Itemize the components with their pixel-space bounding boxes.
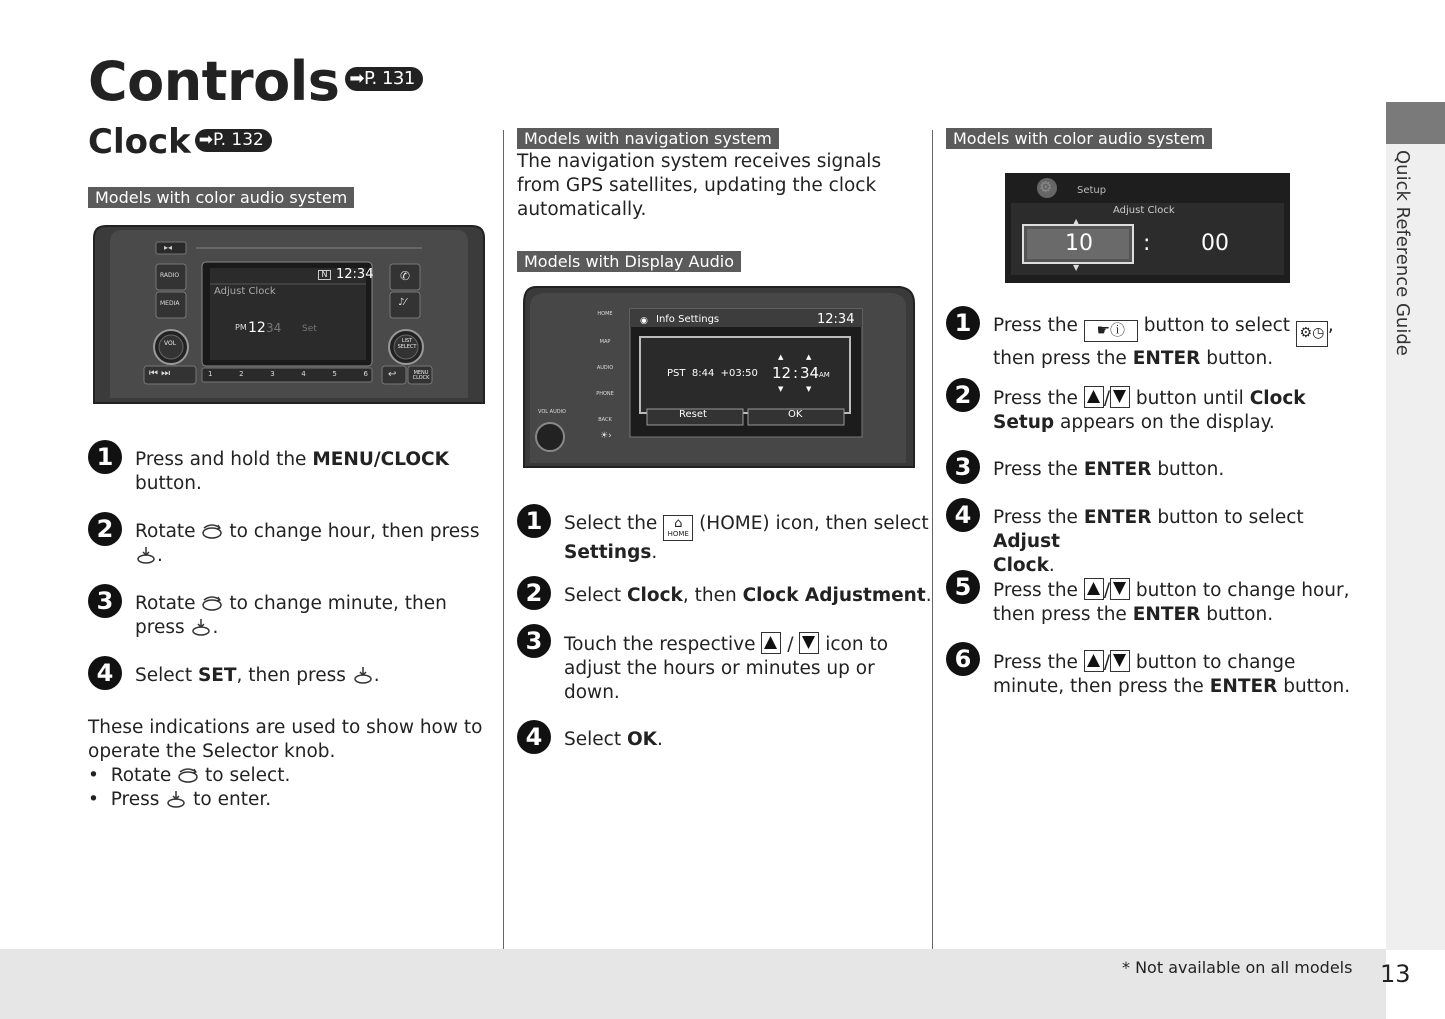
radio-minute: 34 — [266, 321, 282, 335]
step-number: 2 — [88, 512, 122, 546]
skip-buttons[interactable]: ⏮ ⏭ — [149, 368, 171, 379]
setup-minute: 00 — [1201, 231, 1229, 256]
step-number: 1 — [88, 440, 122, 474]
page-title-text: Controls — [88, 50, 340, 113]
preset-2[interactable]: 2 — [239, 370, 244, 378]
n-icon: N — [318, 270, 331, 280]
step-number: 4 — [517, 720, 551, 754]
step-number: 3 — [517, 624, 551, 658]
up-arrow-icon — [1084, 386, 1104, 408]
step-text-part: icon to — [819, 634, 889, 655]
step-text-part: / — [1103, 388, 1111, 409]
up-arrow-icon — [761, 632, 781, 654]
step-text-part: then press the — [993, 348, 1133, 369]
step-bold: Clock — [993, 555, 1049, 576]
section-ref-text: P. 132 — [212, 130, 264, 150]
bullet-text: to select. — [199, 765, 291, 786]
page-title — [88, 50, 423, 113]
menu-clock-button[interactable]: MENU CLOCK — [412, 370, 430, 381]
preset-5[interactable]: 5 — [332, 370, 337, 378]
arrow-right-icon: ➡ — [349, 68, 364, 90]
step-text-part: down. — [564, 682, 620, 703]
section-ref-link[interactable] — [195, 129, 272, 152]
down-arrow-icon — [1110, 578, 1130, 600]
step-text — [993, 506, 1373, 578]
step-number: 4 — [88, 656, 122, 690]
clock-settings-icon: ⚙◷ — [1296, 321, 1328, 347]
step-bold: Clock — [626, 585, 683, 606]
step-text-part: adjust the hours or minutes up or — [564, 658, 875, 679]
bullet-text: Rotate — [110, 765, 178, 786]
minute-up-icon[interactable]: ▲ — [806, 353, 812, 361]
rotate-knob-icon — [201, 594, 223, 612]
step-text-part: . — [157, 545, 163, 566]
model-tag: Models with navigation system — [517, 128, 779, 149]
up-arrow-icon — [1084, 578, 1104, 600]
step-text-part: / — [1103, 580, 1111, 601]
step-text-part: Press the — [993, 580, 1084, 601]
step-text-part: Press the — [993, 459, 1084, 480]
bullet-item — [88, 764, 290, 788]
page-ref-link[interactable] — [345, 67, 422, 91]
step-number: 3 — [946, 450, 980, 484]
rewind-icon[interactable]: ▸◂ — [164, 243, 173, 252]
sidebar-label[interactable]: Quick Reference Guide — [1392, 150, 1413, 356]
section-title — [88, 122, 272, 162]
step-text-part: button to change hour, — [1130, 580, 1350, 601]
phone-icon[interactable]: ✆ — [400, 269, 411, 283]
step-text-part: button to select — [1151, 507, 1304, 528]
setup-label: Adjust Clock — [1113, 205, 1175, 216]
setup-hour: 10 — [1065, 231, 1093, 256]
step-text — [993, 314, 1373, 371]
ok-button[interactable]: OK — [788, 409, 803, 420]
step-bold: SET — [197, 665, 237, 686]
da-screen-time: 12:34 — [817, 312, 855, 327]
step-text-part: Press the — [993, 507, 1084, 528]
down-arrow-icon — [1110, 386, 1130, 408]
model-tag: Models with Display Audio — [517, 251, 741, 272]
da-hour: 12 — [772, 364, 792, 382]
hour-down-icon[interactable]: ▼ — [778, 385, 784, 393]
step-text-part: Press the — [993, 315, 1084, 336]
step-text-part: , — [1327, 315, 1334, 336]
step-bold: ENTER — [1132, 348, 1201, 369]
step-text-part: . — [1048, 555, 1055, 576]
radio-set: Set — [302, 324, 317, 334]
step-text-part: / — [781, 634, 800, 655]
phone-side-button[interactable]: PHONE — [596, 391, 614, 397]
preset-6[interactable]: 6 — [363, 370, 368, 378]
setup-colon: : — [1143, 231, 1151, 256]
reset-button[interactable]: Reset — [679, 409, 707, 420]
arrow-right-icon: ➡ — [198, 130, 213, 150]
preset-4[interactable]: 4 — [301, 370, 306, 378]
step-bold: ENTER — [1083, 459, 1152, 480]
vol-knob[interactable]: VOL — [164, 340, 177, 347]
da-minute: 34 — [800, 364, 820, 382]
step-text-part: . — [373, 665, 380, 686]
step-text-part: . — [212, 617, 219, 638]
list-select-knob[interactable]: LIST SELECT — [397, 338, 417, 350]
da-pst-time: PST 8:44 +03:50 — [667, 368, 758, 379]
step-text-part: Select the — [564, 513, 664, 534]
step-text — [135, 592, 495, 640]
step-number: 6 — [946, 642, 980, 676]
down-arrow-icon — [1110, 650, 1130, 672]
step-bold: Clock — [1249, 388, 1306, 409]
step-text-part: button to change — [1130, 652, 1296, 673]
step-text-part: button. — [1200, 604, 1274, 625]
step-bold: ENTER — [1132, 604, 1201, 625]
model-tag: Models with color audio system — [88, 187, 354, 208]
sidebar-tab-marker[interactable] — [1386, 102, 1445, 144]
step-text — [993, 386, 1373, 435]
bullet-dot: • — [88, 789, 99, 810]
map-side-button[interactable]: MAP — [599, 339, 611, 345]
step-text-part: / — [1103, 652, 1111, 673]
model-tag: Models with color audio system — [946, 128, 1212, 149]
step-text-part: appears on the display. — [1054, 412, 1275, 433]
column-divider — [503, 130, 504, 949]
page-ref-text: P. 131 — [363, 68, 415, 90]
step-text-part: Rotate — [135, 593, 202, 614]
step-bold: Setup — [993, 412, 1055, 433]
step-text — [993, 650, 1373, 699]
step-bold: ENTER — [1209, 676, 1278, 697]
step-text-part: , then — [682, 585, 743, 606]
step-text-part: , then press — [236, 665, 352, 686]
step-text — [993, 578, 1373, 627]
minute-down-icon[interactable]: ▼ — [806, 385, 812, 393]
step-text-part: (HOME) icon, then select — [693, 513, 929, 534]
info-icon: ◉ — [640, 316, 648, 326]
media-button[interactable]: MEDIA — [160, 300, 180, 307]
step-text-part: button. — [1151, 459, 1225, 480]
step-text — [135, 520, 495, 568]
step-bold: Clock Adjustment — [742, 585, 926, 606]
radio-screen-label: Adjust Clock — [214, 286, 276, 297]
nav-description: The navigation system receives signals from GPS satellites, updating the clock automatically. — [517, 151, 882, 220]
press-knob-icon — [165, 790, 187, 808]
step-bold: Adjust — [993, 531, 1060, 552]
hour-down-icon[interactable]: ▼ — [1073, 263, 1080, 272]
preset-1[interactable]: 1 — [208, 370, 213, 378]
step-text-part: Touch the respective — [564, 634, 762, 655]
display-audio-illustration — [522, 285, 915, 469]
step-bold: ENTER — [1083, 507, 1152, 528]
audio-side-button[interactable]: AUDIO — [596, 365, 614, 371]
press-knob-icon — [352, 666, 374, 684]
step-text — [564, 512, 934, 565]
voice-icon[interactable]: ♪⁄ — [398, 297, 407, 308]
step-text-part: button until — [1130, 388, 1250, 409]
step-text-part: button. — [1200, 348, 1274, 369]
step-text-part: Select — [564, 729, 627, 750]
section-title-text: Clock — [88, 122, 191, 162]
step-number: 3 — [88, 584, 122, 618]
da-am: AM — [819, 371, 830, 379]
step-text-part: button. — [135, 473, 202, 494]
home-side-button[interactable]: HOME — [597, 311, 613, 317]
step-bold: OK — [626, 729, 658, 750]
radio-time: 12:34 — [336, 267, 374, 282]
step-text-part: . — [925, 585, 932, 606]
vol-audio-knob[interactable]: VOL AUDIO — [538, 409, 566, 415]
brightness-icon[interactable]: ☀› — [600, 431, 612, 441]
bullet-text: to enter. — [187, 789, 272, 810]
gear-icon: ⚙ — [1039, 178, 1053, 196]
bullet-item — [88, 788, 271, 812]
back-icon[interactable]: ↩ — [388, 369, 397, 380]
page-number: 13 — [1380, 960, 1411, 988]
step-number: 1 — [946, 306, 980, 340]
step-text-part: Rotate — [135, 521, 202, 542]
footnote: * Not available on all models — [1122, 958, 1353, 977]
radio-pm: PM — [235, 323, 247, 332]
rotate-knob-icon — [201, 522, 223, 540]
settings-info-icon: ☛ⓘ — [1084, 320, 1138, 342]
setup-screen-illustration — [1005, 173, 1290, 283]
hour-up-icon[interactable]: ▲ — [1073, 217, 1080, 226]
step-text-part: minute, then press the — [993, 676, 1210, 697]
press-knob-icon — [190, 618, 212, 636]
step-text-part: Press the — [993, 652, 1084, 673]
hour-up-icon[interactable]: ▲ — [778, 353, 784, 361]
rotate-knob-icon — [177, 766, 199, 784]
radio-button[interactable]: RADIO — [160, 272, 180, 279]
step-number: 5 — [946, 570, 980, 604]
step-text-part: Press the — [993, 388, 1084, 409]
back-side-button[interactable]: BACK — [598, 417, 612, 423]
step-number: 4 — [946, 498, 980, 532]
down-arrow-icon — [799, 632, 819, 654]
step-text — [135, 448, 495, 496]
step-text-part: button to select — [1137, 315, 1296, 336]
step-text-part: button. — [1277, 676, 1351, 697]
step-text-part: Select — [135, 665, 198, 686]
preset-buttons[interactable] — [208, 370, 368, 378]
step-text-part: press — [135, 617, 191, 638]
press-knob-icon — [135, 546, 157, 564]
step-text — [564, 728, 934, 752]
step-text — [993, 458, 1373, 482]
bullet-dot: • — [88, 765, 99, 786]
home-icon: ⌂ HOME — [663, 515, 693, 541]
step-bold: Settings — [564, 542, 652, 563]
setup-title: Setup — [1077, 185, 1107, 196]
selector-note: These indications are used to show how to operate the Selector knob. — [88, 717, 483, 762]
step-text — [564, 632, 934, 705]
da-screen-title: Info Settings — [656, 314, 720, 325]
home-icon-label: HOME — [667, 530, 689, 538]
step-number: 1 — [517, 504, 551, 538]
step-bold: MENU/CLOCK — [312, 449, 449, 470]
step-text-part: . — [651, 542, 658, 563]
step-text — [135, 664, 495, 688]
step-text-part: to change hour, then press — [223, 521, 480, 542]
step-number: 2 — [946, 378, 980, 412]
step-text-part: Press and hold the — [135, 449, 313, 470]
radio-hour: 12 — [248, 320, 266, 336]
bullet-text: Press — [110, 789, 166, 810]
step-text — [564, 584, 934, 608]
step-number: 2 — [517, 576, 551, 610]
audio-unit-illustration — [92, 220, 486, 405]
up-arrow-icon — [1084, 650, 1104, 672]
preset-3[interactable]: 3 — [270, 370, 275, 378]
step-text-part: to change minute, then — [223, 593, 447, 614]
step-text-part: then press the — [993, 604, 1133, 625]
step-text-part: Select — [564, 585, 627, 606]
step-text-part: . — [657, 729, 663, 750]
da-colon: : — [793, 364, 799, 382]
